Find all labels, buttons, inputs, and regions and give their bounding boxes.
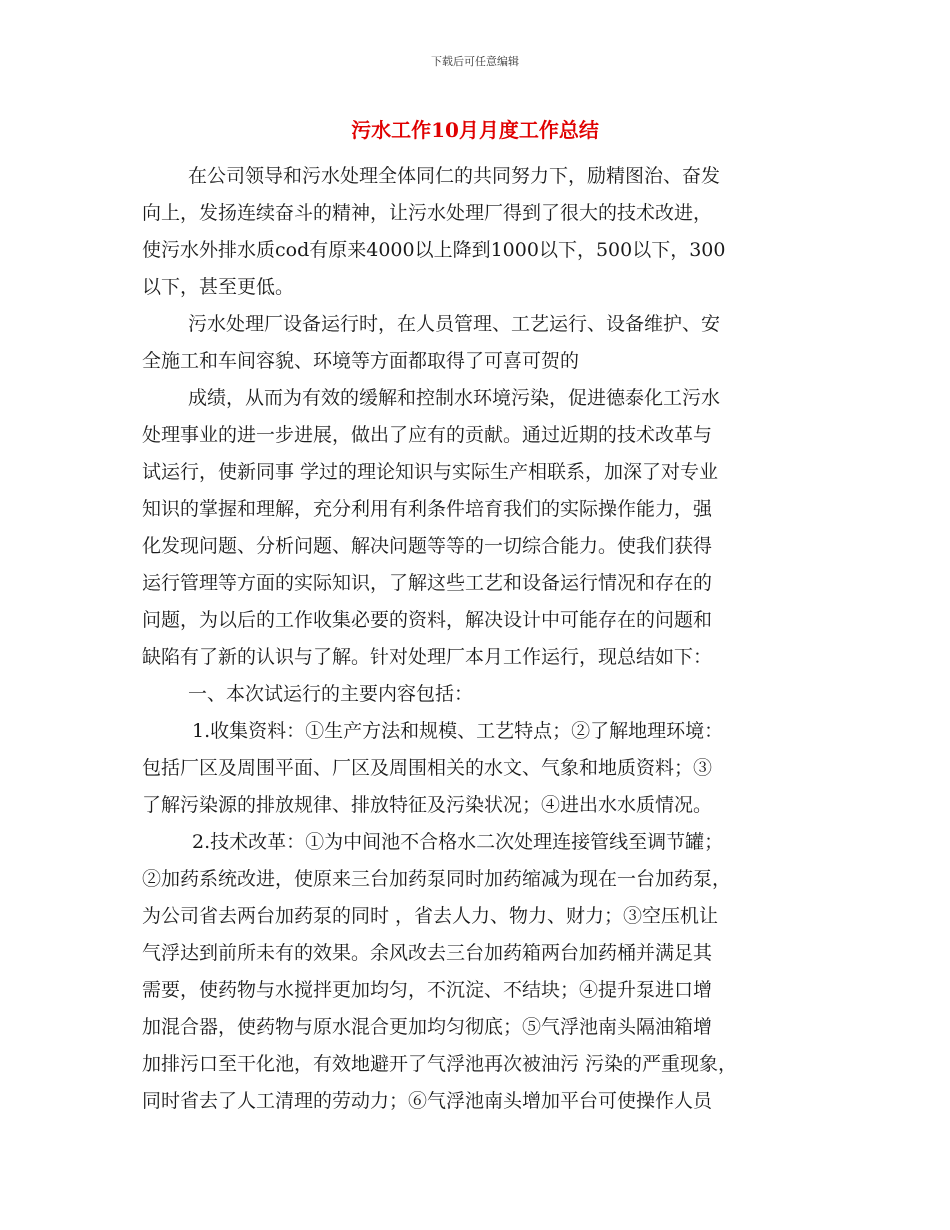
body-line: 试运行，使新同事 学过的理论知识与实际生产相联系，加深了对专业: [142, 461, 719, 483]
body-line: 化发现问题、分析问题、解决问题等等的一切综合能力。使我们获得: [142, 535, 713, 557]
body-line: 向上，发扬连续奋斗的精神，让污水处理厂得到了很大的技术改进，: [142, 202, 713, 224]
body-line: 处理事业的进一步进展，做出了应有的贡献。通过近期的技术改革与: [142, 424, 713, 446]
body-line: 同时省去了人工清理的劳动力；⑥气浮池南头增加平台可使操作人员: [142, 1090, 713, 1112]
body-line: 加排污口至干化池，有效地避开了气浮池再次被油污 污染的严重现象，: [142, 1053, 738, 1075]
body-line: 2.技术改革：①为中间池不合格水二次处理连接管线至调节罐；: [192, 831, 724, 853]
body-line: 知识的掌握和理解，充分利用有利条件培育我们的实际操作能力，强: [142, 498, 713, 520]
body-line: 1.收集资料：①生产方法和规模、工艺特点；②了解地理环境：: [192, 720, 724, 742]
body-line: 需要，使药物与水搅拌更加均匀，不沉淀、不结块；④提升泵进口增: [142, 979, 713, 1001]
body-line: ②加药系统改进，使原来三台加药泵同时加药缩减为现在一台加药泵，: [142, 868, 732, 890]
body-line: 缺陷有了新的认识与了解。针对处理厂本月工作运行，现总结如下：: [142, 646, 713, 668]
body-line: 气浮达到前所未有的效果。余风改去三台加药箱两台加药桶并满足其: [142, 942, 713, 964]
body-line: 包括厂区及周围平面、厂区及周围相关的水文、气象和地质资料；③: [142, 757, 713, 779]
body-line: 在公司领导和污水处理全体同仁的共同努力下，励精图治、奋发: [188, 165, 721, 187]
body-line: 使污水外排水质cod有原来4000以上降到1000以下，500以下，300: [142, 239, 726, 261]
body-line: 成绩，从而为有效的缓解和控制水环境污染，促进德泰化工污水: [188, 387, 721, 409]
header-note: 下载后可任意编辑: [431, 55, 519, 68]
body-line: 加混合器，使药物与原水混合更加均匀彻底；⑤气浮池南头隔油箱增: [142, 1016, 713, 1038]
body-line: 运行管理等方面的实际知识，了解这些工艺和设备运行情况和存在的: [142, 572, 713, 594]
body-line: 污水处理厂设备运行时，在人员管理、工艺运行、设备维护、安: [188, 313, 721, 335]
body-line: 为公司省去两台加药泵的同时 ，省去人力、物力、财力；③空压机让: [142, 905, 719, 927]
body-line: 全施工和车间容貌、环境等方面都取得了可喜可贺的: [142, 350, 580, 372]
body-line: 一、本次试运行的主要内容包括：: [188, 683, 474, 705]
document-body: [142, 158, 822, 1120]
body-line: 以下，甚至更低。: [142, 276, 295, 298]
document-title: 污水工作10月月度工作总结: [351, 118, 599, 142]
body-line: 了解污染源的排放规律、排放特征及污染状况；④进出水水质情况。: [142, 794, 713, 816]
body-line: 问题，为以后的工作收集必要的资料，解决设计中可能存在的问题和: [142, 609, 713, 631]
